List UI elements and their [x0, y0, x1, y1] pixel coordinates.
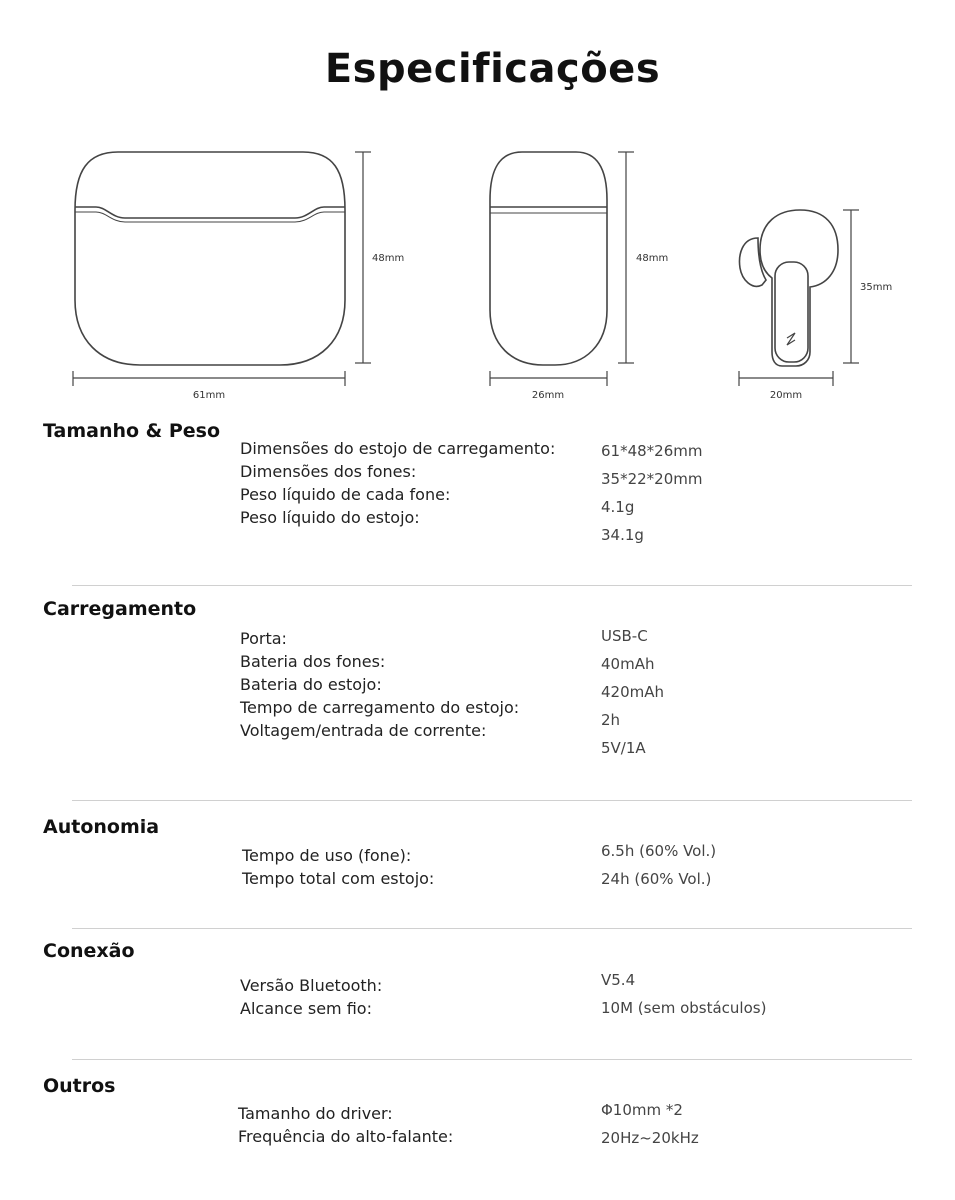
section-title-charging: Carregamento — [43, 598, 197, 620]
case-front-outline — [75, 152, 345, 365]
spec-label: Tamanho do driver: — [238, 1104, 393, 1123]
case-side-width-label: 26mm — [531, 390, 565, 401]
section-title-size-weight: Tamanho & Peso — [43, 420, 221, 442]
spec-labels — [240, 974, 382, 1020]
spec-label: Versão Bluetooth: — [240, 976, 383, 995]
spec-labels — [238, 1102, 453, 1148]
spec-label: Peso líquido de cada fone: — [240, 485, 451, 504]
spec-value: 35*22*20mm — [601, 470, 703, 488]
spec-values — [601, 1096, 699, 1152]
spec-value: 40mAh — [601, 655, 655, 673]
case-front-height-label: 48mm — [372, 253, 405, 264]
spec-value: 4.1g — [601, 498, 635, 516]
case-front-width-label: 61mm — [192, 390, 226, 401]
divider — [72, 928, 912, 929]
section-title-connection: Conexão — [43, 940, 135, 962]
spec-label: Dimensões dos fones: — [240, 462, 417, 481]
divider — [72, 800, 912, 801]
spec-value: 10M (sem obstáculos) — [601, 999, 767, 1017]
dimension-diagram — [0, 0, 955, 410]
spec-label: Tempo total com estojo: — [242, 869, 435, 888]
spec-value: 5V/1A — [601, 739, 646, 757]
spec-value: USB-C — [601, 627, 648, 645]
page-title: Especificações — [324, 46, 661, 92]
spec-values — [601, 966, 766, 1022]
spec-value: V5.4 — [601, 971, 636, 989]
spec-label: Frequência do alto-falante: — [238, 1127, 454, 1146]
divider — [72, 585, 912, 586]
spec-values — [601, 622, 664, 762]
section-title-autonomy: Autonomia — [43, 816, 160, 838]
case-side-outline — [490, 152, 607, 365]
spec-labels — [240, 627, 519, 742]
earbud-outline — [760, 210, 838, 366]
spec-value: 420mAh — [601, 683, 665, 701]
spec-label: Peso líquido do estojo: — [240, 508, 420, 527]
spec-label: Bateria do estojo: — [240, 675, 382, 694]
spec-value: 6.5h (60% Vol.) — [601, 842, 717, 860]
divider — [72, 1059, 912, 1060]
earbud-height-label: 35mm — [860, 282, 893, 293]
spec-value: 61*48*26mm — [601, 442, 703, 460]
spec-label: Voltagem/entrada de corrente: — [240, 721, 487, 740]
spec-value: 34.1g — [601, 526, 644, 544]
spec-label: Tempo de carregamento do estojo: — [240, 698, 520, 717]
spec-labels — [240, 437, 555, 529]
earbud-width-label: 20mm — [769, 390, 803, 401]
spec-label: Alcance sem fio: — [240, 999, 372, 1018]
spec-label: Bateria dos fones: — [240, 652, 386, 671]
spec-label: Tempo de uso (fone): — [242, 846, 412, 865]
spec-values — [601, 437, 702, 549]
spec-value: 24h (60% Vol.) — [601, 870, 712, 888]
spec-value: Φ10mm *2 — [601, 1101, 683, 1119]
spec-labels — [242, 844, 434, 890]
case-front-lid-line — [75, 207, 345, 218]
spec-value: 2h — [601, 711, 621, 729]
spec-values — [601, 837, 716, 893]
spec-label: Porta: — [240, 629, 287, 648]
spec-value: 20Hz~20kHz — [601, 1129, 699, 1147]
section-title-others: Outros — [43, 1075, 116, 1097]
spec-label: Dimensões do estojo de carregamento: — [240, 439, 556, 458]
case-side-height-label: 48mm — [636, 253, 669, 264]
